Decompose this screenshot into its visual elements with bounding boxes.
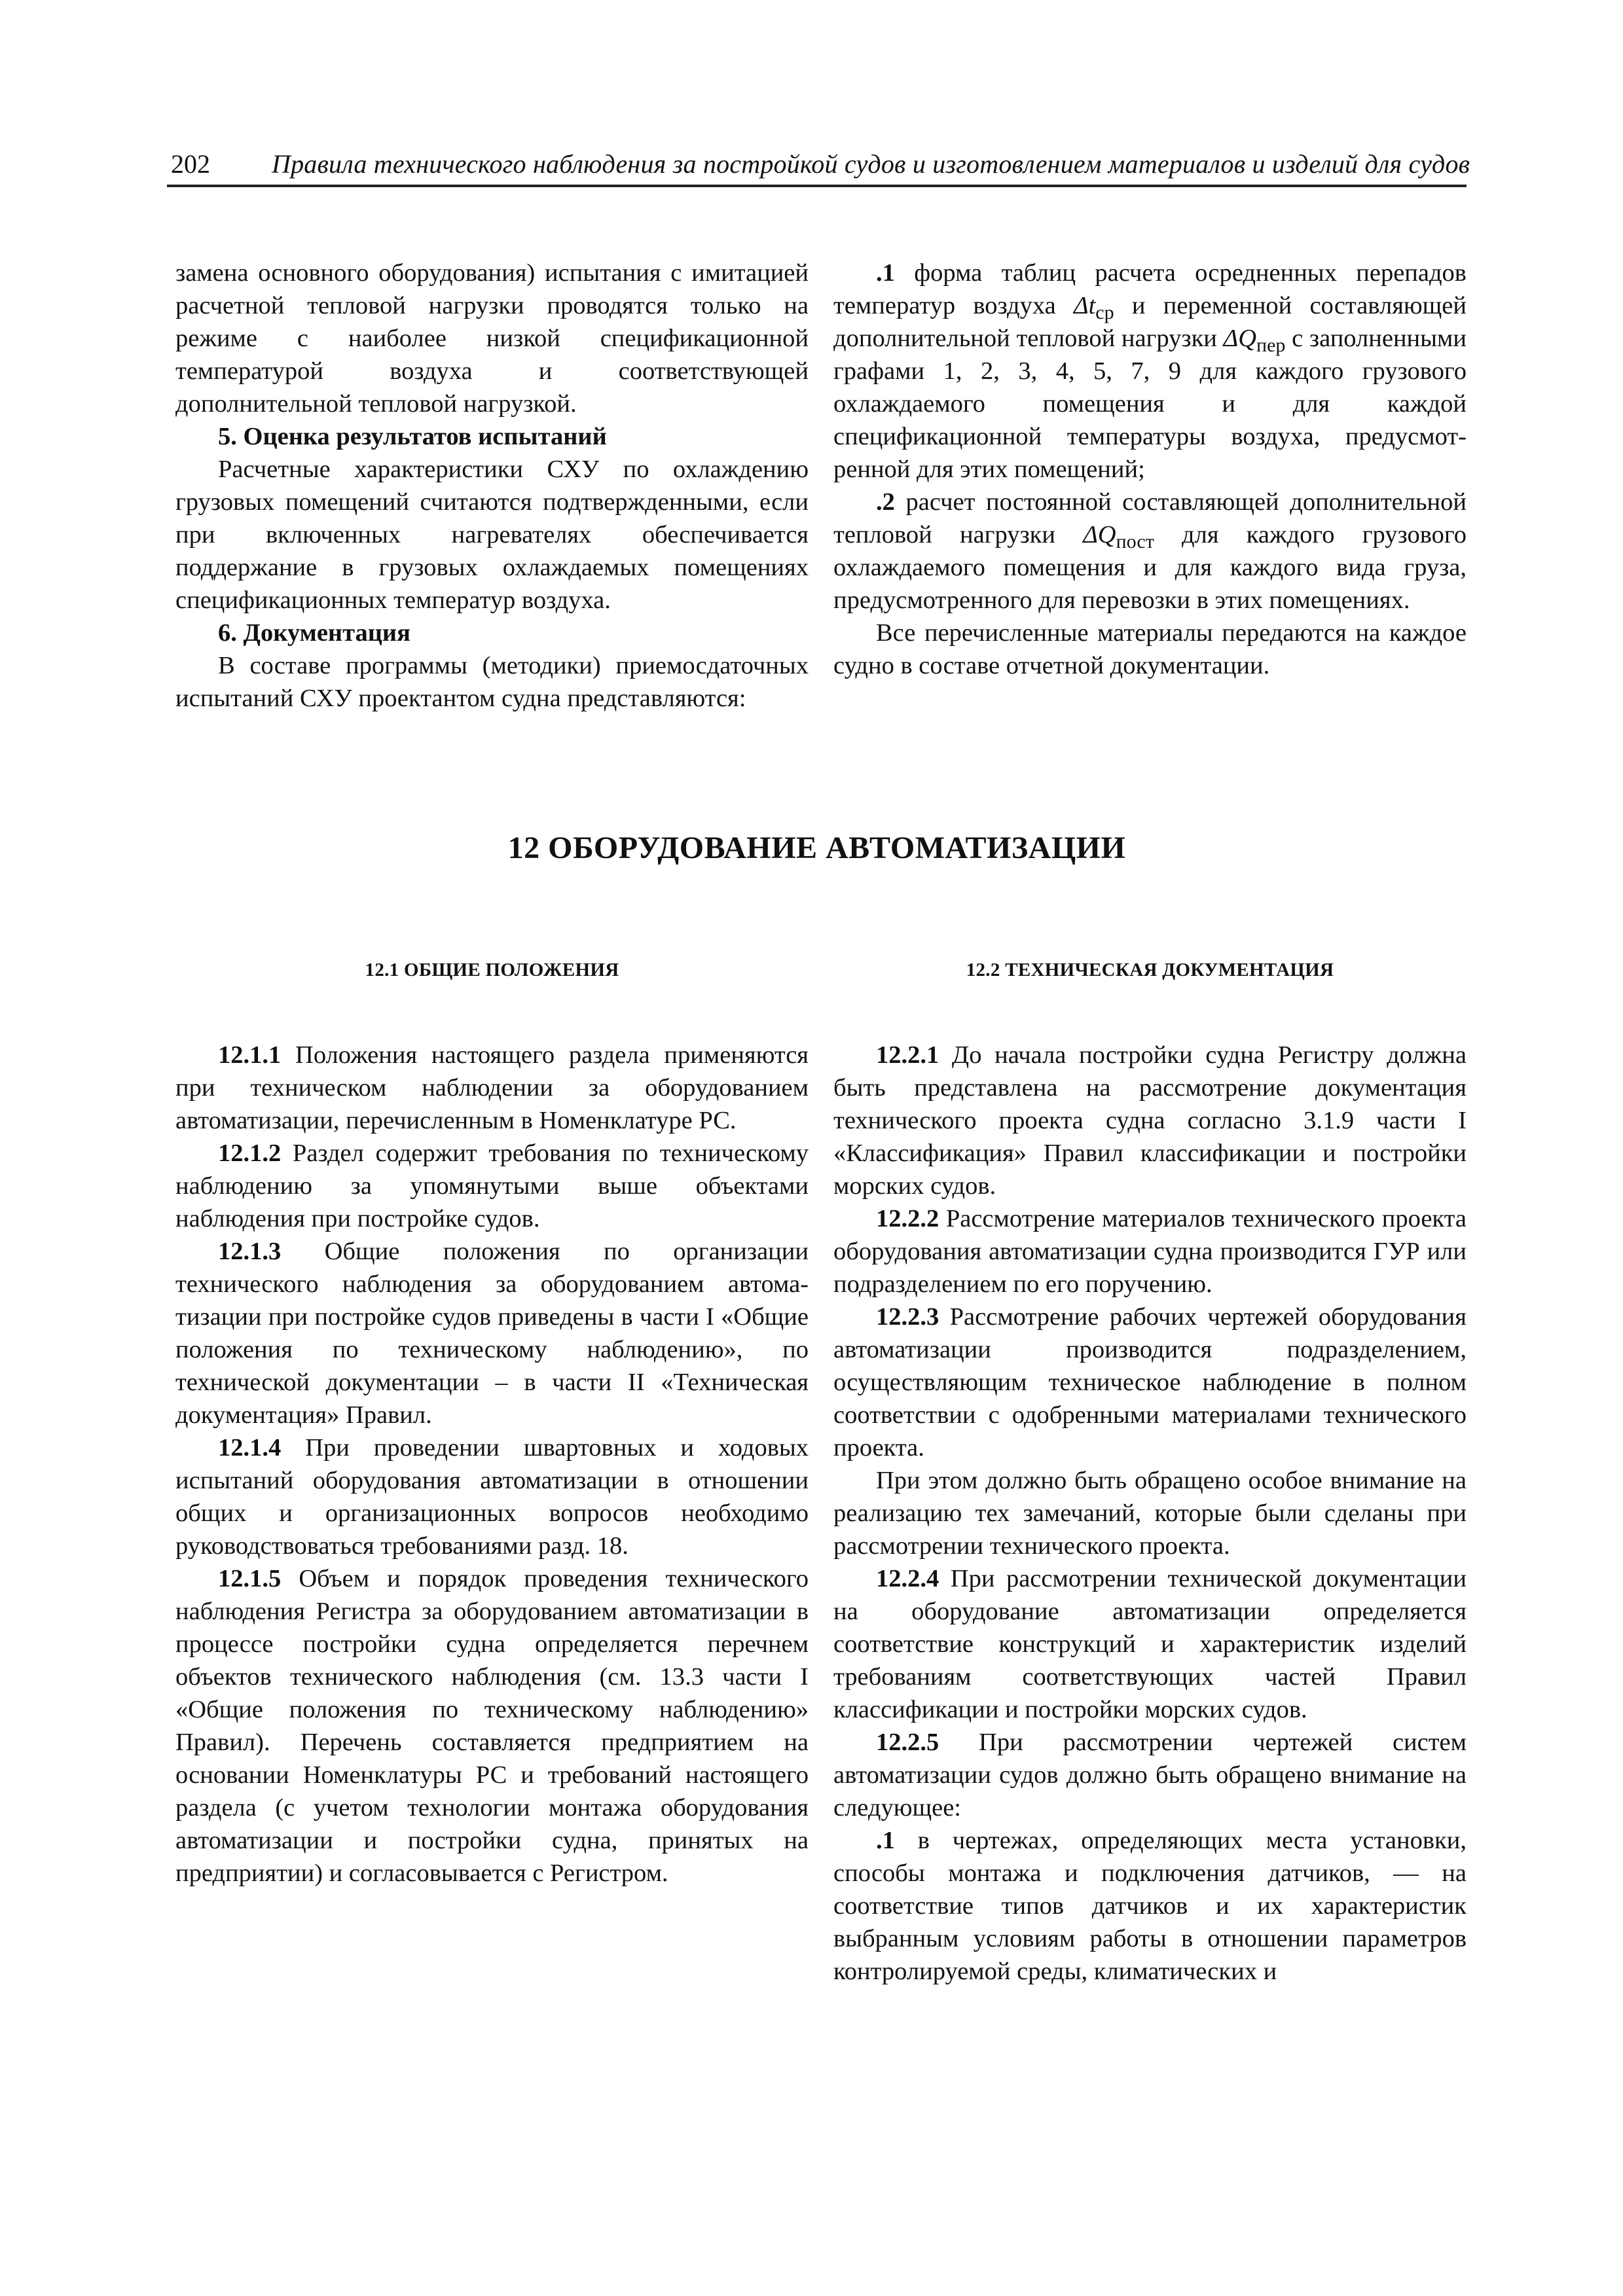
clause-number: 12.1.2 xyxy=(218,1139,282,1167)
text: и переменной составляющей дополнительной тепловой нагрузки xyxy=(833,292,1467,352)
top-left-column xyxy=(175,257,809,715)
text: для каждого грузового охлаждаемого помещения и для каждого вида груза, предусмотренного для перевозки в этих помещениях. xyxy=(833,521,1467,614)
clause-number: 12.1.3 xyxy=(218,1238,282,1265)
subscript: пост xyxy=(1116,531,1154,552)
clause-number: 12.1.4 xyxy=(218,1434,282,1462)
clause-number: 12.2.2 xyxy=(876,1205,939,1232)
formula: ΔQ xyxy=(1223,325,1257,352)
text: форма таблиц расчета осредненных перепадов температур воздуха xyxy=(833,259,1467,319)
text: Раздел содержит требования по техническому наблюдению за упомянутыми выше объектами наблюдения при постройке судов. xyxy=(175,1139,809,1232)
clause-12-2-1 xyxy=(833,1039,1467,1202)
paragraph: Расчетные характеристики СХУ по охлаждению грузовых помещений считаются подтвержденными, если при включенных нагревателях обеспечивается поддержание в грузовых охлаждаемых помещениях спецификационных температур воздуха. xyxy=(175,456,809,614)
chapter-title: 12 ОБОРУДОВАНИЕ АВТОМАТИЗАЦИИ xyxy=(507,831,1126,865)
clause-12-2-3 xyxy=(833,1300,1467,1464)
item-number: .2 xyxy=(876,488,895,516)
paragraph: При этом должно быть обращено особое внимание на реализацию тех замечаний, которые были сделаны при рассмотрении технического проекта. xyxy=(833,1467,1467,1560)
clause-12-2-4 xyxy=(833,1562,1467,1726)
clause-number: 12.2.3 xyxy=(876,1303,939,1331)
clause-12-2-5 xyxy=(833,1726,1467,1824)
subscript: ср xyxy=(1095,302,1114,323)
subsection-heading-6: 6. Документация xyxy=(218,619,410,647)
top-right-column xyxy=(833,257,1467,682)
text: с заполненными графами 1, 2, 3, 4, 5, 7, 9 для каждого грузового охлаждаемого помещения и для каждой спецификационной температуры воздуха, предусмотренной для этих помещений; xyxy=(833,325,1467,483)
page-number: 202 xyxy=(171,149,210,179)
clause-number: 12.1.5 xyxy=(218,1565,282,1592)
clause-number: 12.2.1 xyxy=(876,1041,939,1069)
text: До начала постройки судна Регистру должна быть представлена на рассмотрение документация технического проекта судна согласно 3.1.9 части I «Классификация» Правил классификации и постройки морских судов. xyxy=(833,1041,1467,1200)
paragraph: В составе программы (методики) приемосдаточных испытаний СХУ проектантом судна представляются: xyxy=(175,652,809,712)
text: расчет постоянной составляющей дополнительной тепловой нагрузки xyxy=(833,488,1467,548)
text: При рассмотрении чертежей систем автоматизации судов должно быть обращено внимание на следующее: xyxy=(833,1729,1467,1821)
formula: ΔQ xyxy=(1083,521,1116,548)
text: Рассмотрение рабочих чертежей оборудования автоматизации производится подразделением, осуществляющим техническое наблюдение в полном соответствии с одобренными материалами технического проекта. xyxy=(833,1303,1467,1462)
list-item xyxy=(833,486,1467,617)
list-item xyxy=(833,257,1467,486)
section-12-2-column xyxy=(833,1039,1467,1988)
text: При рассмотрении технической документации на оборудование автоматизации определяется соответствие конструкций и характеристик изделий требованиям соответствующих частей Правил классификации и постройки морских судов. xyxy=(833,1565,1467,1723)
formula: Δt xyxy=(1074,292,1096,319)
subscript: пер xyxy=(1256,334,1286,356)
clause-12-2-2 xyxy=(833,1202,1467,1300)
clause-12-1-1 xyxy=(175,1039,809,1137)
subsection-heading-5: 5. Оценка результатов испытаний xyxy=(218,423,607,450)
clause-12-1-4 xyxy=(175,1431,809,1562)
text: Общие положения по организации технического наблюдения за оборудованием автоматизации при постройке судов приведены в части I «Общие положения по техническому наблюдению», по технической документации – в части II «Техническая документация» Правил. xyxy=(175,1238,809,1429)
text: При проведении швартовных и ходовых испытаний оборудования автоматизации в отношении общих и организационных вопросов необходимо руководствоваться требованиями разд. 18. xyxy=(175,1434,809,1560)
paragraph: замена основного оборудования) испытания с имитацией расчетной тепловой нагрузки проводятся только на режиме с наиболее низкой спецификационной температурой воздуха и соответствующей дополнительной тепловой нагрузкой. xyxy=(175,259,809,418)
text: Объем и порядок проведения технического наблюдения Регистра за оборудованием автоматизации в процессе постройки судна определяется перечнем объектов технического наблюдения (см. 13.3 части I «Общие положения по техническому наблюдению» Правил). Перечень составляется предприятием на основании Номенклатуры РС и требований настоящего раздела (с учетом технологии монтажа оборудования автоматизации и постройки судна, принятых на предприятии) и согласовывается с Регистром. xyxy=(175,1565,809,1887)
clause-12-1-5 xyxy=(175,1562,809,1890)
text: Положения настоящего раздела применяются при техническом наблюдении за оборудованием автоматизации, перечисленным в Номенклатуре РС. xyxy=(175,1041,809,1134)
list-item xyxy=(833,1824,1467,1988)
clause-number: 12.1.1 xyxy=(218,1041,282,1069)
clause-12-1-3 xyxy=(175,1235,809,1431)
paragraph: Все перечисленные материалы передаются на каждое судно в составе отчетной документации. xyxy=(833,619,1467,679)
text: в чертежах, определяющих места установки, способы монтажа и подключения датчиков, — на соответствие типов датчиков и их характеристик выбранным условиям работы в отношении параметров контролируемой среды, климатических и xyxy=(833,1827,1467,1985)
section-12-1-column xyxy=(175,1039,809,1890)
running-title: Правила технического наблюдения за постройкой судов и изготовлением материалов и изделий для судов xyxy=(272,149,1470,179)
clause-number: 12.2.4 xyxy=(876,1565,939,1592)
clause-number: 12.2.5 xyxy=(876,1729,939,1756)
section-title-12-2: 12.2 ТЕХНИЧЕСКАЯ ДОКУМЕНТАЦИЯ xyxy=(966,960,1334,980)
text: Рассмотрение материалов технического проекта оборудования автоматизации судна производится ГУР или подразделением по его поручению. xyxy=(833,1205,1467,1298)
item-number: .1 xyxy=(876,259,895,287)
clause-12-1-2 xyxy=(175,1137,809,1235)
section-title-12-1: 12.1 ОБЩИЕ ПОЛОЖЕНИЯ xyxy=(365,960,619,980)
item-number: .1 xyxy=(876,1827,895,1854)
page-header xyxy=(167,145,1470,187)
